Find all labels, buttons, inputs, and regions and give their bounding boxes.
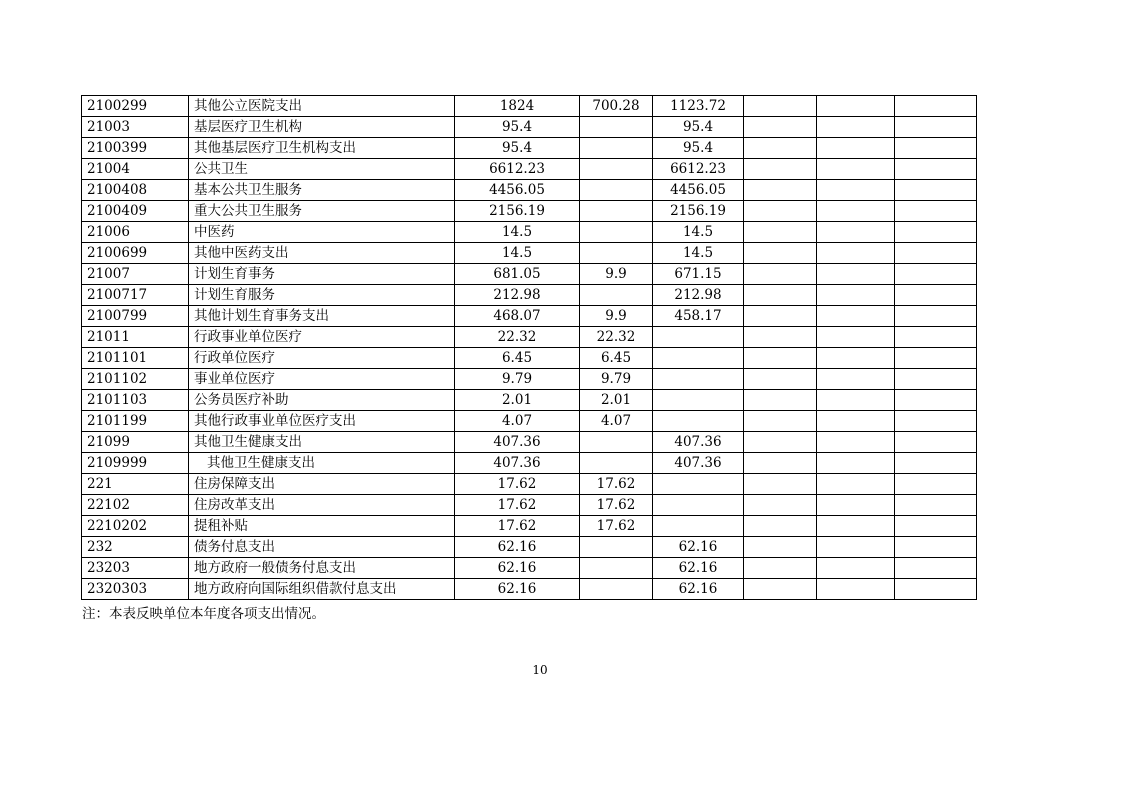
total-amount-cell: 6612.23 bbox=[455, 159, 580, 180]
basic-expense-cell bbox=[580, 537, 653, 558]
empty-cell bbox=[895, 516, 977, 537]
empty-cell bbox=[744, 411, 817, 432]
basic-expense-cell bbox=[580, 432, 653, 453]
account-name-cell: 事业单位医疗 bbox=[189, 369, 455, 390]
table-row bbox=[82, 474, 977, 495]
empty-cell bbox=[817, 474, 895, 495]
project-expense-cell: 62.16 bbox=[653, 579, 744, 600]
table-row bbox=[82, 579, 977, 600]
project-expense-cell: 6612.23 bbox=[653, 159, 744, 180]
project-expense-cell: 458.17 bbox=[653, 306, 744, 327]
total-amount-cell: 407.36 bbox=[455, 432, 580, 453]
account-code-cell: 21006 bbox=[82, 222, 189, 243]
total-amount-cell: 681.05 bbox=[455, 264, 580, 285]
empty-cell bbox=[895, 180, 977, 201]
basic-expense-cell: 6.45 bbox=[580, 348, 653, 369]
account-name-cell: 住房保障支出 bbox=[189, 474, 455, 495]
table-row bbox=[82, 306, 977, 327]
total-amount-cell: 2.01 bbox=[455, 390, 580, 411]
table-note: 注：本表反映单位本年度各项支出情况。 bbox=[82, 606, 325, 622]
basic-expense-cell bbox=[580, 579, 653, 600]
project-expense-cell: 14.5 bbox=[653, 222, 744, 243]
total-amount-cell: 468.07 bbox=[455, 306, 580, 327]
empty-cell bbox=[744, 138, 817, 159]
basic-expense-cell: 700.28 bbox=[580, 96, 653, 117]
account-code-cell: 2100799 bbox=[82, 306, 189, 327]
empty-cell bbox=[895, 537, 977, 558]
empty-cell bbox=[744, 117, 817, 138]
table-row bbox=[82, 180, 977, 201]
empty-cell bbox=[744, 495, 817, 516]
account-name-cell: 公共卫生 bbox=[189, 159, 455, 180]
empty-cell bbox=[895, 138, 977, 159]
basic-expense-cell: 17.62 bbox=[580, 474, 653, 495]
basic-expense-cell bbox=[580, 117, 653, 138]
empty-cell bbox=[817, 264, 895, 285]
account-name-cell: 基层医疗卫生机构 bbox=[189, 117, 455, 138]
project-expense-cell: 671.15 bbox=[653, 264, 744, 285]
table-row bbox=[82, 327, 977, 348]
empty-cell bbox=[895, 558, 977, 579]
empty-cell bbox=[744, 432, 817, 453]
empty-cell bbox=[895, 222, 977, 243]
basic-expense-cell: 2.01 bbox=[580, 390, 653, 411]
total-amount-cell: 14.5 bbox=[455, 222, 580, 243]
empty-cell bbox=[895, 306, 977, 327]
empty-cell bbox=[817, 432, 895, 453]
project-expense-cell bbox=[653, 474, 744, 495]
empty-cell bbox=[895, 495, 977, 516]
table-row bbox=[82, 453, 977, 474]
total-amount-cell: 22.32 bbox=[455, 327, 580, 348]
empty-cell bbox=[744, 243, 817, 264]
empty-cell bbox=[744, 222, 817, 243]
empty-cell bbox=[817, 243, 895, 264]
total-amount-cell: 17.62 bbox=[455, 495, 580, 516]
total-amount-cell: 17.62 bbox=[455, 516, 580, 537]
account-code-cell: 2101101 bbox=[82, 348, 189, 369]
table-row bbox=[82, 285, 977, 306]
account-code-cell: 21004 bbox=[82, 159, 189, 180]
empty-cell bbox=[744, 390, 817, 411]
table-row bbox=[82, 495, 977, 516]
total-amount-cell: 17.62 bbox=[455, 474, 580, 495]
basic-expense-cell bbox=[580, 285, 653, 306]
empty-cell bbox=[895, 327, 977, 348]
table-row bbox=[82, 222, 977, 243]
table-row bbox=[82, 390, 977, 411]
account-name-cell: 其他中医药支出 bbox=[189, 243, 455, 264]
empty-cell bbox=[744, 159, 817, 180]
empty-cell bbox=[817, 306, 895, 327]
table-row bbox=[82, 264, 977, 285]
table-row bbox=[82, 201, 977, 222]
total-amount-cell: 6.45 bbox=[455, 348, 580, 369]
empty-cell bbox=[744, 96, 817, 117]
account-name-cell: 其他卫生健康支出 bbox=[189, 453, 455, 474]
total-amount-cell: 4456.05 bbox=[455, 180, 580, 201]
expense-table bbox=[81, 95, 977, 600]
account-name-cell: 其他计划生育事务支出 bbox=[189, 306, 455, 327]
project-expense-cell: 62.16 bbox=[653, 537, 744, 558]
basic-expense-cell: 9.79 bbox=[580, 369, 653, 390]
account-code-cell: 21007 bbox=[82, 264, 189, 285]
account-name-cell: 地方政府一般债务付息支出 bbox=[189, 558, 455, 579]
basic-expense-cell bbox=[580, 558, 653, 579]
table-row bbox=[82, 138, 977, 159]
account-name-cell: 地方政府向国际组织借款付息支出 bbox=[189, 579, 455, 600]
empty-cell bbox=[895, 348, 977, 369]
account-name-cell: 基本公共卫生服务 bbox=[189, 180, 455, 201]
empty-cell bbox=[817, 117, 895, 138]
empty-cell bbox=[817, 516, 895, 537]
basic-expense-cell: 17.62 bbox=[580, 495, 653, 516]
account-code-cell: 2100717 bbox=[82, 285, 189, 306]
total-amount-cell: 62.16 bbox=[455, 579, 580, 600]
project-expense-cell: 2156.19 bbox=[653, 201, 744, 222]
basic-expense-cell bbox=[580, 243, 653, 264]
account-name-cell: 提租补贴 bbox=[189, 516, 455, 537]
empty-cell bbox=[744, 579, 817, 600]
table-row bbox=[82, 117, 977, 138]
project-expense-cell bbox=[653, 411, 744, 432]
empty-cell bbox=[817, 327, 895, 348]
empty-cell bbox=[817, 285, 895, 306]
empty-cell bbox=[895, 243, 977, 264]
empty-cell bbox=[817, 96, 895, 117]
project-expense-cell: 407.36 bbox=[653, 432, 744, 453]
empty-cell bbox=[817, 579, 895, 600]
empty-cell bbox=[744, 558, 817, 579]
empty-cell bbox=[895, 411, 977, 432]
project-expense-cell bbox=[653, 516, 744, 537]
project-expense-cell: 95.4 bbox=[653, 138, 744, 159]
total-amount-cell: 62.16 bbox=[455, 558, 580, 579]
project-expense-cell: 62.16 bbox=[653, 558, 744, 579]
basic-expense-cell bbox=[580, 201, 653, 222]
account-name-cell: 计划生育服务 bbox=[189, 285, 455, 306]
account-name-cell: 中医药 bbox=[189, 222, 455, 243]
empty-cell bbox=[817, 558, 895, 579]
basic-expense-cell bbox=[580, 180, 653, 201]
empty-cell bbox=[744, 453, 817, 474]
empty-cell bbox=[817, 369, 895, 390]
total-amount-cell: 2156.19 bbox=[455, 201, 580, 222]
table-row bbox=[82, 348, 977, 369]
empty-cell bbox=[744, 264, 817, 285]
empty-cell bbox=[817, 222, 895, 243]
empty-cell bbox=[817, 348, 895, 369]
empty-cell bbox=[895, 453, 977, 474]
empty-cell bbox=[895, 285, 977, 306]
account-code-cell: 21011 bbox=[82, 327, 189, 348]
empty-cell bbox=[744, 537, 817, 558]
basic-expense-cell bbox=[580, 159, 653, 180]
table-row bbox=[82, 411, 977, 432]
account-code-cell: 2100409 bbox=[82, 201, 189, 222]
account-code-cell: 2101102 bbox=[82, 369, 189, 390]
empty-cell bbox=[895, 432, 977, 453]
account-code-cell: 2101199 bbox=[82, 411, 189, 432]
empty-cell bbox=[817, 180, 895, 201]
table-row bbox=[82, 432, 977, 453]
total-amount-cell: 95.4 bbox=[455, 117, 580, 138]
project-expense-cell bbox=[653, 390, 744, 411]
empty-cell bbox=[895, 201, 977, 222]
empty-cell bbox=[744, 201, 817, 222]
account-name-cell: 其他基层医疗卫生机构支出 bbox=[189, 138, 455, 159]
empty-cell bbox=[895, 474, 977, 495]
empty-cell bbox=[817, 390, 895, 411]
empty-cell bbox=[744, 180, 817, 201]
account-code-cell: 221 bbox=[82, 474, 189, 495]
table-row bbox=[82, 537, 977, 558]
total-amount-cell: 4.07 bbox=[455, 411, 580, 432]
basic-expense-cell: 22.32 bbox=[580, 327, 653, 348]
account-name-cell: 债务付息支出 bbox=[189, 537, 455, 558]
basic-expense-cell bbox=[580, 138, 653, 159]
account-code-cell: 232 bbox=[82, 537, 189, 558]
empty-cell bbox=[817, 537, 895, 558]
empty-cell bbox=[895, 390, 977, 411]
empty-cell bbox=[895, 579, 977, 600]
empty-cell bbox=[895, 96, 977, 117]
total-amount-cell: 1824 bbox=[455, 96, 580, 117]
account-code-cell: 2100699 bbox=[82, 243, 189, 264]
table-row bbox=[82, 243, 977, 264]
project-expense-cell bbox=[653, 495, 744, 516]
table-body bbox=[82, 96, 977, 600]
page-number: 10 bbox=[532, 663, 548, 677]
total-amount-cell: 62.16 bbox=[455, 537, 580, 558]
empty-cell bbox=[744, 369, 817, 390]
project-expense-cell: 212.98 bbox=[653, 285, 744, 306]
table-row bbox=[82, 159, 977, 180]
account-code-cell: 21003 bbox=[82, 117, 189, 138]
project-expense-cell bbox=[653, 348, 744, 369]
project-expense-cell: 1123.72 bbox=[653, 96, 744, 117]
account-code-cell: 23203 bbox=[82, 558, 189, 579]
table-row bbox=[82, 558, 977, 579]
empty-cell bbox=[817, 138, 895, 159]
basic-expense-cell: 9.9 bbox=[580, 306, 653, 327]
total-amount-cell: 95.4 bbox=[455, 138, 580, 159]
account-name-cell: 重大公共卫生服务 bbox=[189, 201, 455, 222]
account-code-cell: 2100408 bbox=[82, 180, 189, 201]
basic-expense-cell: 4.07 bbox=[580, 411, 653, 432]
empty-cell bbox=[895, 117, 977, 138]
account-name-cell: 行政事业单位医疗 bbox=[189, 327, 455, 348]
account-name-cell: 公务员医疗补助 bbox=[189, 390, 455, 411]
basic-expense-cell bbox=[580, 222, 653, 243]
empty-cell bbox=[817, 495, 895, 516]
account-code-cell: 21099 bbox=[82, 432, 189, 453]
account-code-cell: 22102 bbox=[82, 495, 189, 516]
basic-expense-cell bbox=[580, 453, 653, 474]
total-amount-cell: 14.5 bbox=[455, 243, 580, 264]
account-name-cell: 其他行政事业单位医疗支出 bbox=[189, 411, 455, 432]
account-code-cell: 2100399 bbox=[82, 138, 189, 159]
empty-cell bbox=[817, 453, 895, 474]
empty-cell bbox=[744, 474, 817, 495]
basic-expense-cell: 17.62 bbox=[580, 516, 653, 537]
table-row bbox=[82, 369, 977, 390]
project-expense-cell: 4456.05 bbox=[653, 180, 744, 201]
account-name-cell: 计划生育事务 bbox=[189, 264, 455, 285]
empty-cell bbox=[895, 369, 977, 390]
account-code-cell: 2101103 bbox=[82, 390, 189, 411]
total-amount-cell: 9.79 bbox=[455, 369, 580, 390]
project-expense-cell: 14.5 bbox=[653, 243, 744, 264]
project-expense-cell bbox=[653, 327, 744, 348]
empty-cell bbox=[744, 327, 817, 348]
empty-cell bbox=[744, 348, 817, 369]
total-amount-cell: 407.36 bbox=[455, 453, 580, 474]
empty-cell bbox=[895, 159, 977, 180]
account-name-cell: 其他卫生健康支出 bbox=[189, 432, 455, 453]
account-name-cell: 其他公立医院支出 bbox=[189, 96, 455, 117]
table-row bbox=[82, 96, 977, 117]
total-amount-cell: 212.98 bbox=[455, 285, 580, 306]
project-expense-cell: 407.36 bbox=[653, 453, 744, 474]
account-code-cell: 2320303 bbox=[82, 579, 189, 600]
table-row bbox=[82, 516, 977, 537]
project-expense-cell bbox=[653, 369, 744, 390]
empty-cell bbox=[817, 201, 895, 222]
basic-expense-cell: 9.9 bbox=[580, 264, 653, 285]
empty-cell bbox=[817, 411, 895, 432]
empty-cell bbox=[744, 306, 817, 327]
empty-cell bbox=[744, 516, 817, 537]
account-code-cell: 2210202 bbox=[82, 516, 189, 537]
empty-cell bbox=[744, 285, 817, 306]
empty-cell bbox=[895, 264, 977, 285]
account-name-cell: 住房改革支出 bbox=[189, 495, 455, 516]
account-code-cell: 2100299 bbox=[82, 96, 189, 117]
account-code-cell: 2109999 bbox=[82, 453, 189, 474]
account-name-cell: 行政单位医疗 bbox=[189, 348, 455, 369]
empty-cell bbox=[817, 159, 895, 180]
project-expense-cell: 95.4 bbox=[653, 117, 744, 138]
